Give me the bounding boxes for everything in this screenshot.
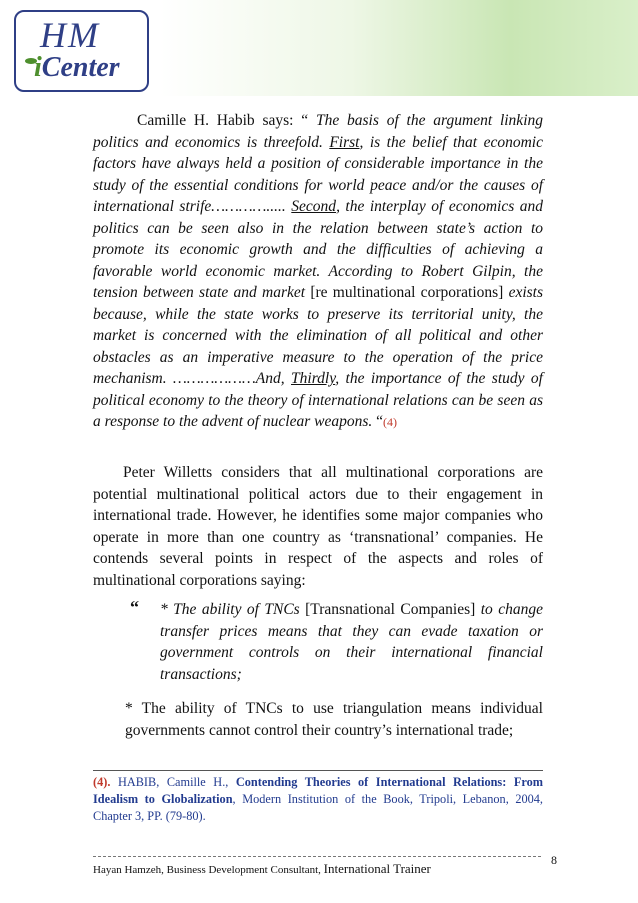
logo-bottom-text — [34, 52, 120, 84]
logo-top-text: HM — [40, 15, 100, 55]
p1-s8: exists because, while the state works to preserve its territorial unity, the market is concerned with the elimination of all political and other obstacles as an imperative measure to the operation of the price mechanism. ………………And, — [93, 284, 544, 387]
footer-author: Hayan Hamzeh, Business Development Consultant, — [93, 864, 324, 876]
q1-c: to change transfer prices means that they can evade taxation or government controls on their international financial transactions; — [160, 601, 543, 683]
p1-second: Second — [291, 198, 337, 215]
q1-a: * The ability of TNCs — [160, 601, 306, 618]
p1-first: First — [329, 133, 360, 151]
footnote-title: Contending Theories of International Relations: From Idealism to Globalization — [93, 775, 543, 806]
footer-title: International Trainer — [323, 861, 431, 876]
footnote-divider — [93, 770, 543, 771]
footnote-ref-4: (4) — [383, 415, 398, 429]
quote-tnc-transfer-prices — [160, 599, 543, 685]
paragraph-habib-quote — [93, 110, 543, 434]
p1-s10: , the importance of the study of political economy to the theory of international relations can be seen as a response to the advent of nuclear weapons. — [93, 370, 543, 430]
hm-icenter-logo — [14, 10, 149, 92]
p1-thirdly: Thirdly — [291, 370, 336, 387]
footnote-rest: , Modern Institution of the Book, Tripoli, Lebanon, 2004, Chapter 3, PP. (79-80). — [93, 792, 544, 823]
footer-divider — [93, 856, 541, 857]
quote-mark: “ — [130, 597, 139, 617]
logo-i: i — [34, 52, 42, 83]
p1-s7: [re multinational corporations] — [310, 284, 509, 301]
q1-b: [Transnational Companies] — [305, 601, 481, 618]
p1-s1: Camille H. Habib says: “ — [137, 112, 316, 129]
footnote-4 — [93, 774, 543, 825]
footnote-number: (4). — [93, 775, 111, 789]
logo-center: Center — [41, 52, 120, 83]
p1-s6: , the interplay of economics and politics can be seen also in the relation between state’s action to promote its economic growth and the difficulties of achieving a favorable world economic market. According to Robert Gilpin, the tension between state and market — [93, 198, 544, 301]
quote-tnc-triangulation: * The ability of TNCs to use triangulation means individual governments cannot control their country’s international trade; — [125, 700, 543, 739]
p1-s4: , is the belief that economic factors have always held a position of considerable importance in the study of the essential conditions for world peace and/or the causes of international strife…………..... — [93, 133, 543, 215]
p1-close-quote: “ — [372, 413, 384, 430]
paragraph-willetts: Peter Willetts considers that all multinational corporations are potential multinational political actors due to their engagement in international trade. However, he identifies some major companies who operate in more than one country as ‘transnational’ companies. He contends several points in respect of the aspects and roles of multinational corporations saying: — [93, 464, 543, 589]
page-number: 8 — [551, 853, 557, 867]
footnote-author: HABIB, Camille H., — [110, 775, 236, 789]
page-footer — [93, 861, 431, 877]
p1-s2: The basis of the argument linking politics and economics is threefold. — [93, 112, 543, 151]
